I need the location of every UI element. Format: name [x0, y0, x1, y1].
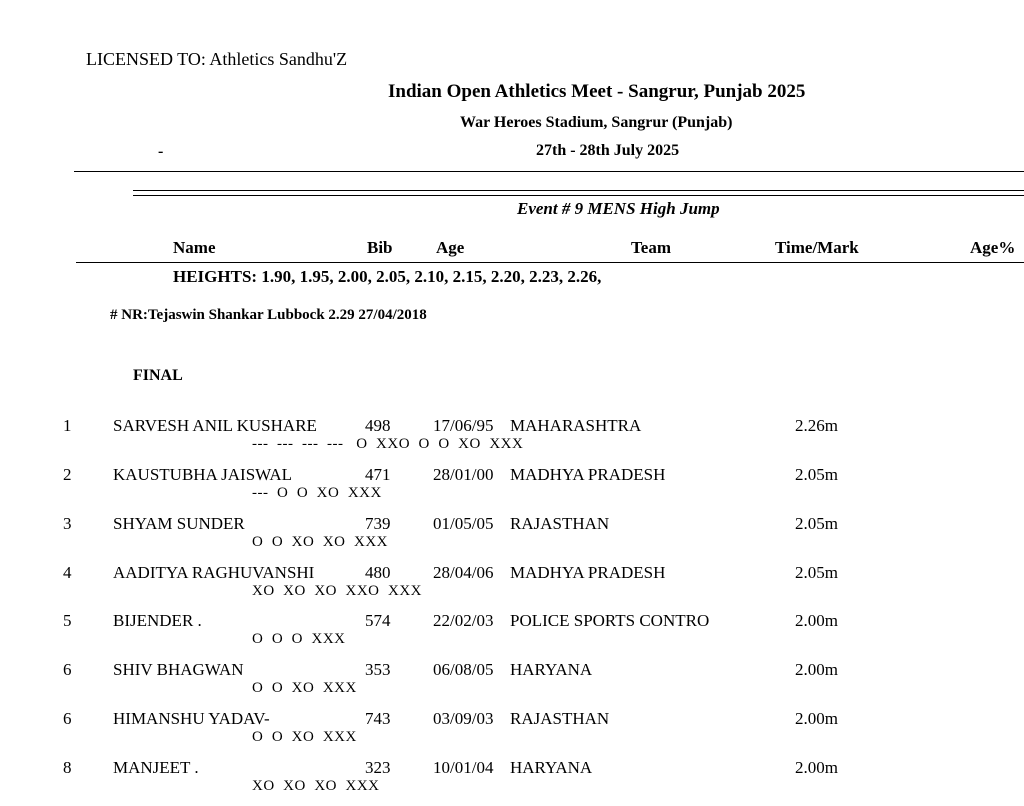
result-bib: 574	[365, 611, 391, 630]
result-team: HARYANA	[510, 758, 593, 777]
result-dob: 28/01/00	[433, 465, 494, 484]
result-team: RAJASTHAN	[510, 709, 610, 728]
result-dob: 06/08/05	[433, 660, 494, 679]
result-team: RAJASTHAN	[510, 514, 610, 533]
result-place: 2	[63, 465, 72, 484]
event-divider-top	[133, 190, 1024, 191]
result-team: MADHYA PRADESH	[510, 465, 666, 484]
column-header-name: Name	[173, 238, 216, 257]
national-record: # NR:Tejaswin Shankar Lubbock 2.29 27/04/2018	[110, 307, 427, 323]
header-divider	[74, 171, 1024, 172]
result-team: POLICE SPORTS CONTRO	[510, 611, 710, 630]
result-attempts: XO XO XO XXX	[252, 778, 380, 794]
result-dob: 17/06/95	[433, 416, 494, 435]
result-place: 6	[63, 709, 72, 728]
result-dob: 28/04/06	[433, 563, 494, 582]
license-text: LICENSED TO: Athletics Sandhu'Z	[86, 49, 348, 69]
column-header-divider	[76, 262, 1024, 263]
meet-venue: War Heroes Stadium, Sangrur (Punjab)	[460, 114, 733, 131]
result-mark: 2.00m	[795, 709, 838, 728]
result-place: 3	[63, 514, 72, 533]
event-divider-bottom	[133, 195, 1024, 196]
result-name: KAUSTUBHA JAISWAL	[113, 465, 292, 484]
result-row	[0, 514, 1024, 562]
result-attempts: --- O O XO XXX	[252, 485, 382, 501]
result-mark: 2.26m	[795, 416, 838, 435]
result-place: 6	[63, 660, 72, 679]
result-row	[0, 758, 1024, 806]
column-header-bib: Bib	[367, 238, 393, 257]
result-dob: 10/01/04	[433, 758, 494, 777]
result-name: MANJEET .	[113, 758, 199, 777]
result-name: SHYAM SUNDER	[113, 514, 245, 533]
result-row	[0, 611, 1024, 659]
result-team: MAHARASHTRA	[510, 416, 642, 435]
result-place: 8	[63, 758, 72, 777]
result-attempts: XO XO XO XXO XXX	[252, 583, 422, 599]
result-name: BIJENDER .	[113, 611, 202, 630]
result-team: MADHYA PRADESH	[510, 563, 666, 582]
result-row	[0, 416, 1024, 464]
result-bib: 739	[365, 514, 391, 533]
column-header-agepct: Age%	[970, 238, 1016, 257]
result-row	[0, 563, 1024, 611]
result-place: 4	[63, 563, 72, 582]
result-team: HARYANA	[510, 660, 593, 679]
result-dob: 01/05/05	[433, 514, 494, 533]
result-bib: 471	[365, 465, 391, 484]
result-bib: 498	[365, 416, 391, 435]
meet-title: Indian Open Athletics Meet - Sangrur, Punjab 2025	[388, 81, 806, 102]
event-title: Event # 9 MENS High Jump	[517, 199, 720, 218]
result-attempts: O O XO XXX	[252, 729, 357, 745]
result-name: SHIV BHAGWAN	[113, 660, 244, 679]
result-mark: 2.00m	[795, 758, 838, 777]
round-label: FINAL	[133, 367, 183, 384]
result-row	[0, 465, 1024, 513]
result-attempts: O O XO XXX	[252, 680, 357, 696]
column-header-mark: Time/Mark	[775, 238, 859, 257]
result-bib: 743	[365, 709, 391, 728]
column-header-age: Age	[436, 238, 465, 257]
result-bib: 480	[365, 563, 391, 582]
result-mark: 2.05m	[795, 465, 838, 484]
column-header-team: Team	[631, 238, 671, 257]
result-attempts: O O O XXX	[252, 631, 346, 647]
result-attempts: O O XO XO XXX	[252, 534, 388, 550]
result-place: 1	[63, 416, 72, 435]
result-row	[0, 660, 1024, 708]
result-row	[0, 709, 1024, 757]
result-dob: 22/02/03	[433, 611, 494, 630]
header-dash: -	[158, 143, 164, 160]
result-name: HIMANSHU YADAV-	[113, 709, 270, 728]
result-mark: 2.05m	[795, 563, 838, 582]
result-place: 5	[63, 611, 72, 630]
result-attempts: --- --- --- --- O XXO O O XO XXX	[252, 436, 524, 452]
result-bib: 353	[365, 660, 391, 679]
meet-dates: 27th - 28th July 2025	[536, 142, 680, 159]
heights-line: HEIGHTS: 1.90, 1.95, 2.00, 2.05, 2.10, 2.15, 2.20, 2.23, 2.26,	[173, 267, 602, 286]
result-name: AADITYA RAGHUVANSHI	[113, 563, 315, 582]
result-mark: 2.00m	[795, 660, 838, 679]
result-dob: 03/09/03	[433, 709, 494, 728]
result-mark: 2.05m	[795, 514, 838, 533]
result-name: SARVESH ANIL KUSHARE	[113, 416, 317, 435]
result-bib: 323	[365, 758, 391, 777]
result-mark: 2.00m	[795, 611, 838, 630]
